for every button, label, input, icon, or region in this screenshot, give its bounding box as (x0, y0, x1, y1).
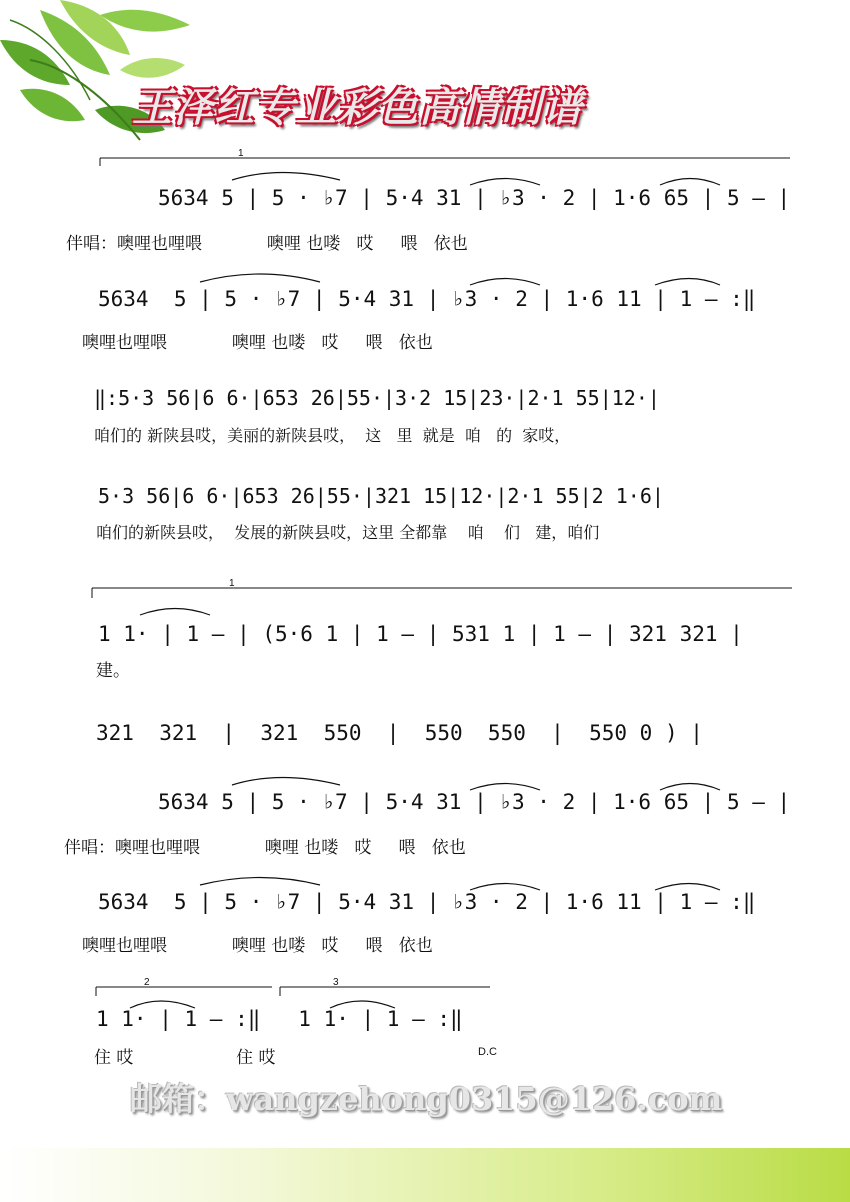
volta-label: 1 (229, 578, 235, 589)
notation-row: 5·3 56|6 6·|653 26|55·|321 15|12·|2·1 55|2 1·6| (98, 484, 664, 508)
lyric-row: 住 哎 住 哎 (94, 1048, 276, 1068)
lyric-row: 咱们的新陕县哎， 发展的新陕县哎，这里 全都靠 咱 们 建，咱们 (96, 523, 600, 542)
notation-row: ‖:5·3 56|6 6·|653 26|55·|3·2 15|23·|2·1 55|12·| (94, 386, 660, 410)
notation-row: 5634 5 | 5 · ♭7 | 5·4 31 | ♭3 · 2 | 1·6 11 | 1 – :‖ (98, 287, 756, 311)
dc-mark: D.C (478, 1046, 497, 1058)
lyric-row: 伴唱：噢哩也哩喂 噢哩 也喽 哎 喂 依也 (66, 234, 468, 254)
volta-label: 2 (144, 977, 150, 988)
volta-label: 1 (238, 148, 244, 159)
lyric-row: 噢哩也哩喂 噢哩 也喽 哎 喂 依也 (82, 936, 433, 956)
volta-label: 3 (333, 977, 339, 988)
notation-row: 1 1· | 1 – :‖ 1 1· | 1 – :‖ (96, 1007, 463, 1031)
notation-row: 321 321 | 321 550 | 550 550 | 550 0 ) | (96, 721, 703, 745)
lyric-row: 噢哩也哩喂 噢哩 也喽 哎 喂 依也 (82, 333, 433, 353)
notation-row: 5634 5 | 5 · ♭7 | 5·4 31 | ♭3 · 2 | 1·6 11 | 1 – :‖ (98, 890, 756, 914)
lyric-row: 咱们的 新陕县哎，美丽的新陕县哎， 这 里 就是 咱 的 家哎， (94, 426, 571, 445)
bottom-gradient-band (0, 1148, 850, 1202)
lyric-row: 伴唱：噢哩也哩喂 噢哩 也喽 哎 喂 依也 (64, 838, 466, 858)
lyric-row: 建。 (96, 661, 130, 681)
notation-row: 5634 5 | 5 · ♭7 | 5·4 31 | ♭3 · 2 | 1·6 65 | 5 – | (158, 790, 791, 814)
notation-row: 1 1· | 1 – | (5·6 1 | 1 – | 531 1 | 1 – | 321 321 | (98, 622, 743, 646)
email-watermark: 邮箱：wangzehong0315@126.com (130, 1080, 723, 1118)
notation-row: 5634 5 | 5 · ♭7 | 5·4 31 | ♭3 · 2 | 1·6 65 | 5 – | (158, 186, 791, 210)
page-title: 王泽红专业彩色高情制谱 (132, 85, 583, 131)
